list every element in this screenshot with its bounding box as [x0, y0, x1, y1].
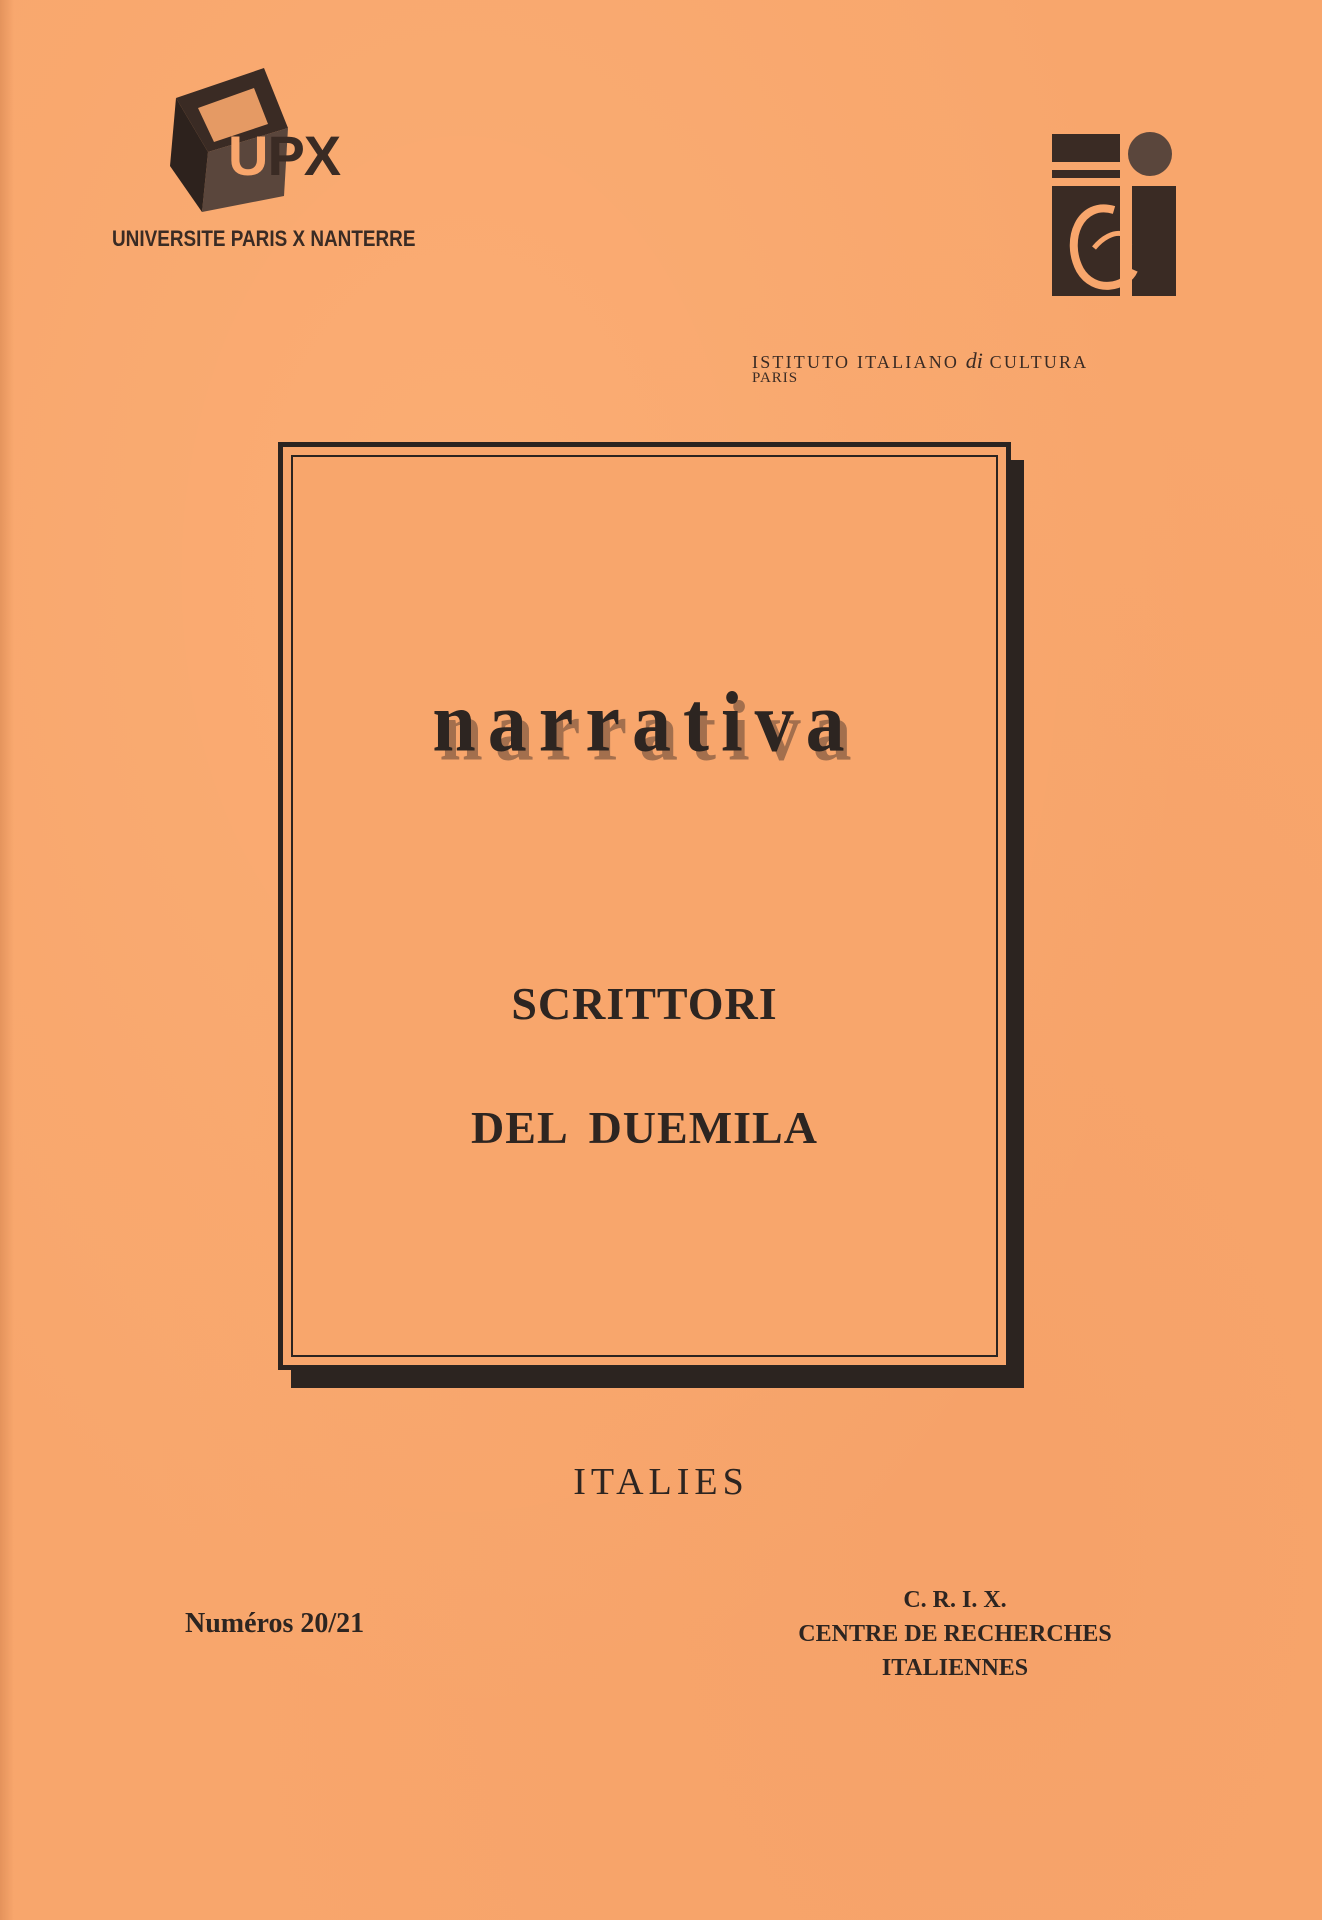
cover-title: narrativa — [432, 673, 857, 770]
institute-city: PARIS — [752, 370, 799, 386]
title-frame — [278, 442, 1011, 1370]
cover-edge-shadow — [0, 0, 14, 1920]
upx-logo — [168, 68, 378, 218]
institute-name — [752, 348, 1088, 374]
upx-mark — [228, 124, 341, 187]
institute-name-part1: ISTITUTO ITALIANO — [752, 352, 960, 372]
issue-number: Numéros 20/21 — [185, 1608, 365, 1639]
upx-mark-rest: PX — [267, 124, 341, 187]
cover-subtitle-line1: SCRITTORI — [511, 978, 778, 1029]
research-centre-line1: CENTRE DE RECHERCHES — [798, 1621, 1112, 1647]
cover-subtitle-line2: DEL DUEMILA — [471, 1102, 818, 1153]
university-name: UNIVERSITE PARIS X NANTERRE — [112, 226, 416, 251]
research-centre — [740, 1583, 1170, 1685]
research-centre-acronym: C. R. I. X. — [903, 1587, 1007, 1613]
journal-name: ITALIES — [573, 1461, 749, 1503]
research-centre-line2: ITALIENNES — [881, 1655, 1029, 1681]
institute-name-di: di — [965, 348, 983, 373]
institute-name-part2: CULTURA — [989, 352, 1089, 372]
title-frame-inner-border — [291, 455, 998, 1357]
upx-mark-initial: U — [228, 124, 268, 187]
iic-monogram-icon — [1050, 130, 1180, 300]
